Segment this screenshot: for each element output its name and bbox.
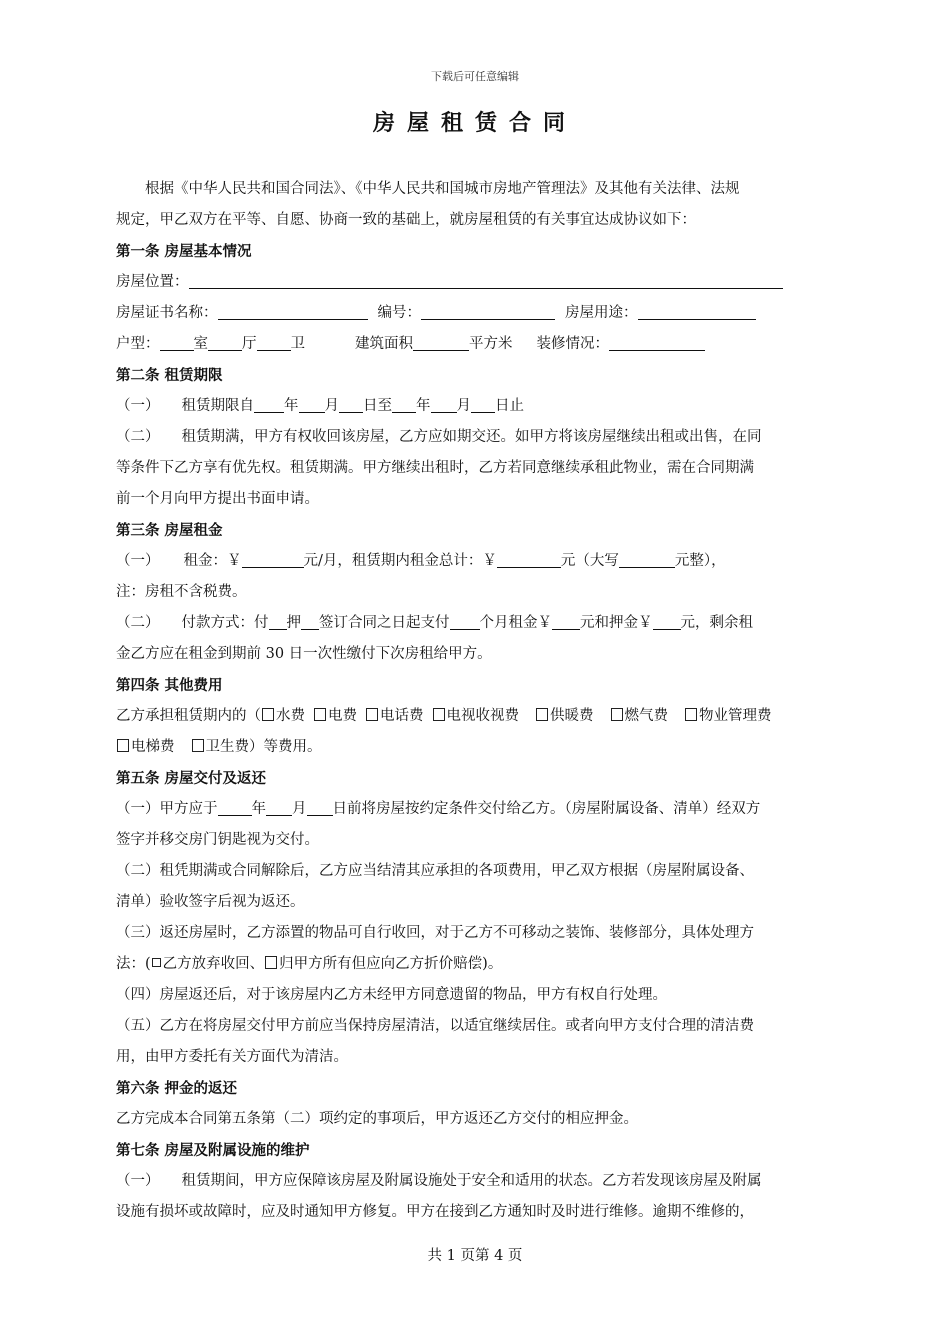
fixtures-line-1: （三）返还房屋时，乙方添置的物品可自行收回，对于乙方不可移动之装饰、装修部分，具体处理方: [116, 925, 754, 941]
baths-blank[interactable]: [257, 332, 291, 351]
cert-number-blank[interactable]: [421, 301, 555, 320]
return-line-1: （二）租凭期满或合同解除后，乙方应当结清其应承担的各项费用，甲乙双方根据（房屋附属设备、: [116, 863, 754, 879]
start-year-blank[interactable]: [254, 394, 284, 413]
lease-expiry-line-1: （二） 租赁期满，甲方有权收回该房屋，乙方应如期交还。如甲方将该房屋继续出租或出售，在同: [116, 429, 762, 445]
end-year-blank[interactable]: [392, 394, 416, 413]
deposit-months-blank[interactable]: [301, 611, 319, 630]
water-fee-checkbox[interactable]: [262, 708, 274, 721]
article-5-title: 第五条 房屋交付及返还: [116, 770, 267, 787]
usage-blank[interactable]: [638, 301, 756, 320]
intro-line-2: 规定，甲乙双方在平等、自愿、协商一致的基础上，就房屋租赁的有关事宜达成协议如下：: [116, 212, 696, 228]
layout-line: 户型： 室 厅 卫 建筑面积 平方米 装修情况：: [116, 329, 858, 360]
initial-months-blank[interactable]: [450, 611, 480, 630]
heating-fee-checkbox[interactable]: [536, 708, 548, 721]
deposit-return-line: 乙方完成本合同第五条第（二）项约定的事项后，甲方返还乙方交付的相应押金。: [116, 1111, 638, 1127]
area-blank[interactable]: [413, 332, 469, 351]
delivery-month-blank[interactable]: [266, 797, 292, 816]
initial-rent-blank[interactable]: [552, 611, 580, 630]
sanitation-fee-checkbox[interactable]: [192, 739, 204, 752]
delivery-line-2: 签字并移交房门钥匙视为交付。: [116, 832, 319, 848]
gas-fee-checkbox[interactable]: [611, 708, 623, 721]
payment-line: （二） 付款方式：付 押 签订合同之日起支付 个月租金￥ 元和押金￥ 元，剩余租: [116, 608, 858, 639]
deposit-amount-blank[interactable]: [653, 611, 681, 630]
delivery-year-blank[interactable]: [218, 797, 252, 816]
fees-line-2: 电梯费 卫生费）等费用。: [116, 732, 858, 763]
payment-line-2: 金乙方应在租金到期前 30 日一次性缴付下次房租给甲方。: [116, 646, 492, 662]
rent-note: 注：房租不含税费。: [116, 584, 247, 600]
elevator-fee-checkbox[interactable]: [117, 739, 129, 752]
end-month-blank[interactable]: [431, 394, 457, 413]
maintenance-line-2: 设施有损坏或故障时，应及时通知甲方修复。甲方在接到乙方通知时及时进行维修。逾期不维修的，: [116, 1204, 754, 1220]
end-day-blank[interactable]: [471, 394, 495, 413]
lease-expiry-line-3: 前一个月向甲方提出书面申请。: [116, 491, 319, 507]
fixtures-line-2: 法：( 乙方放弃收回、 归甲方所有但应向乙方折价赔偿)。: [116, 956, 503, 972]
cleaning-line-1: （五）乙方在将房屋交付甲方前应当保持房屋清洁，以适宜继续居住。或者向甲方支付合理的清洁费: [116, 1018, 754, 1034]
lease-expiry-line-2: 等条件下乙方享有优先权。租赁期满。甲方继续出租时，乙方若同意继续承租此物业，需在合同期满: [116, 460, 754, 476]
rent-uppercase-blank[interactable]: [619, 549, 675, 568]
article-4-title: 第四条 其他费用: [116, 677, 223, 694]
return-line-2: 清单）验收签字后视为返还。: [116, 894, 305, 910]
start-day-blank[interactable]: [339, 394, 363, 413]
compensation-checkbox[interactable]: [265, 956, 277, 969]
certificate-line: 房屋证书名称： 编号： 房屋用途：: [116, 298, 858, 329]
delivery-day-blank[interactable]: [307, 797, 333, 816]
contract-body: [116, 174, 858, 1228]
page-header: 下载后可任意编辑: [431, 70, 519, 83]
document-title: 房屋租赁合同: [372, 110, 577, 136]
monthly-rent-blank[interactable]: [242, 549, 304, 568]
article-3-title: 第三条 房屋租金: [116, 522, 223, 539]
intro-line-1: 根据《中华人民共和国合同法》、《中华人民共和国城市房地产管理法》及其他有关法律、法规: [145, 181, 740, 197]
cert-name-blank[interactable]: [218, 301, 368, 320]
location-line: 房屋位置：: [116, 267, 858, 298]
abandon-checkbox[interactable]: [152, 958, 161, 967]
tv-fee-checkbox[interactable]: [433, 708, 445, 721]
article-1-title: 第一条 房屋基本情况: [116, 243, 252, 260]
halls-blank[interactable]: [208, 332, 242, 351]
location-blank[interactable]: [189, 270, 783, 289]
start-month-blank[interactable]: [299, 394, 325, 413]
pay-months-blank[interactable]: [269, 611, 287, 630]
page-footer: 共 1 页第 4 页: [427, 1248, 523, 1264]
electricity-fee-checkbox[interactable]: [314, 708, 326, 721]
rooms-blank[interactable]: [160, 332, 194, 351]
article-7-title: 第七条 房屋及附属设施的维护: [116, 1142, 310, 1159]
lease-term-line: （一） 租赁期限自 年 月 日至 年 月 日止: [116, 391, 858, 422]
maintenance-line-1: （一） 租赁期间，甲方应保障该房屋及附属设施处于安全和适用的状态。乙方若发现该房屋及附属: [116, 1173, 762, 1189]
total-rent-blank[interactable]: [497, 549, 561, 568]
rent-line: （一） 租金：￥ 元/月，租赁期内租金总计：￥ 元（大写 元整），: [116, 546, 858, 577]
cleaning-line-2: 用，由甲方委托有关方面代为清洁。: [116, 1049, 348, 1065]
delivery-line-1: （一）甲方应于 年 月 日前将房屋按约定条件交付给乙方。（房屋附属设备、清单）经双方: [116, 794, 858, 825]
decoration-blank[interactable]: [609, 332, 705, 351]
property-fee-checkbox[interactable]: [685, 708, 697, 721]
leftover-items-line: （四）房屋返还后，对于该房屋内乙方未经甲方同意遗留的物品，甲方有权自行处理。: [116, 987, 667, 1003]
phone-fee-checkbox[interactable]: [366, 708, 378, 721]
article-6-title: 第六条 押金的返还: [116, 1080, 238, 1097]
article-2-title: 第二条 租赁期限: [116, 367, 223, 384]
fees-line-1: 乙方承担租赁期内的（ 水费 电费 电话费 电视收视费 供暖费 燃气费 物业管理费: [116, 708, 772, 724]
